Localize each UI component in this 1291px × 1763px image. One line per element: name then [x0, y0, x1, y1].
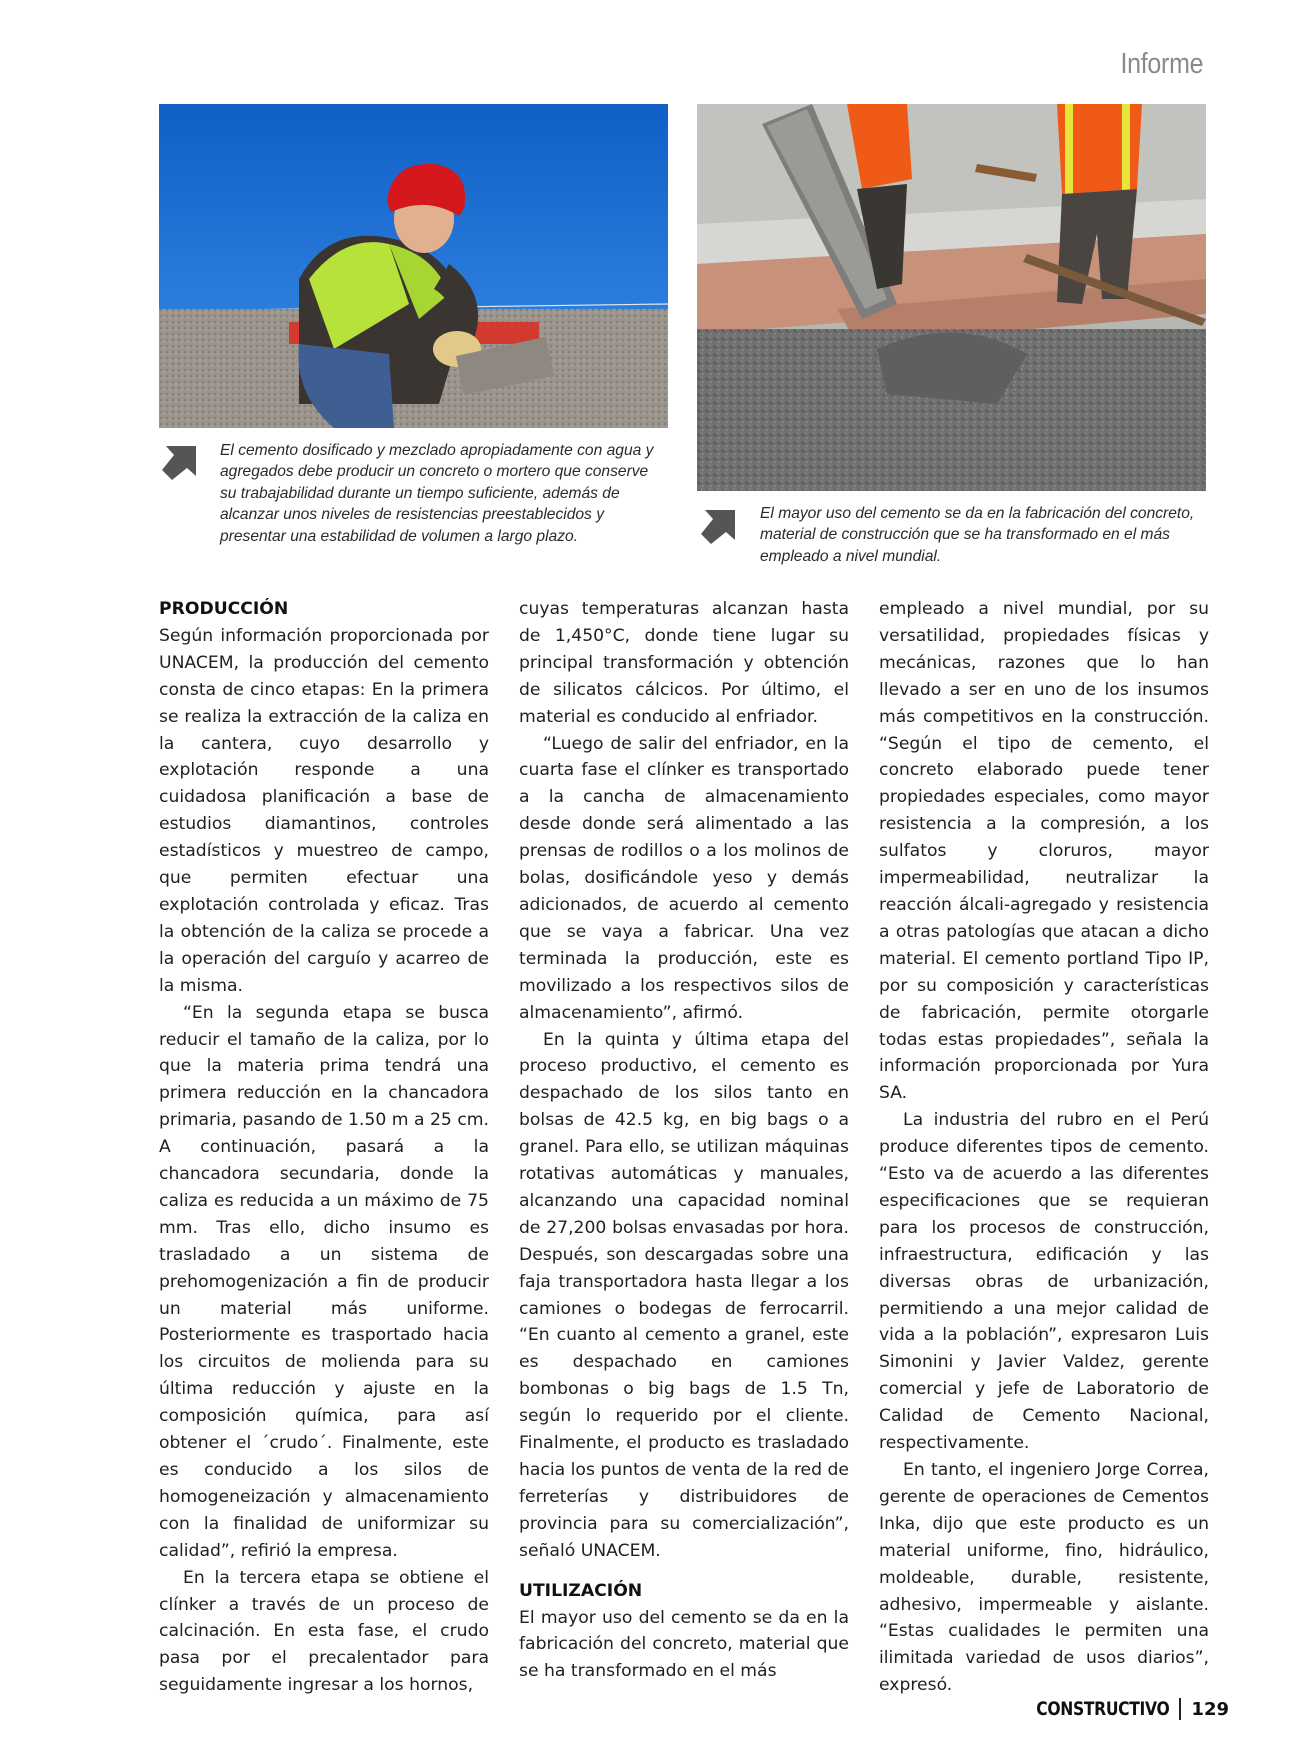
paragraph: El mayor uso del cemento se da en la fabricación del concreto, material que se ha transformado en el más	[519, 1607, 849, 1682]
page-footer	[1007, 1698, 1229, 1720]
paragraph: Según información proporcionada por UNACEM, la producción del cemento consta de cinco etapas: En la primera se realiza la extracción de la caliza en la cantera, cuyo desarrollo y explotación responde a una cuidadosa planificación a base de estudios diamantinos, controles estadísticos y muestreo de campo, que permiten efectuar una explotación controlada y eficaz. Tras la obtención de la caliza se procede a la operación del carguío y acarreo de la misma.	[159, 625, 489, 996]
article-column-1	[159, 596, 489, 1699]
paragraph: La industria del rubro en el Perú produce diferentes tipos de cemento. “Esto va de acuerdo a las diferentes especificaciones que se requieran para los procesos de construcción, infraestructura, edificación y las diversas obras de urbanización, permitiendo a una mejor calidad de vida a la población”, expresaron Luis Simonini y Javier Valdez, gerente comercial y jefe de Laboratorio de Calidad de Cemento Nacional, respectivamente.	[879, 1110, 1209, 1454]
footer-divider	[1179, 1698, 1181, 1720]
magazine-brand: CONSTRUCTIVO	[1036, 1698, 1170, 1720]
concrete-pour-photo	[697, 104, 1206, 491]
bricklayer-photo	[159, 104, 668, 428]
paragraph: En la tercera etapa se obtiene el clínker a través de un proceso de calcinación. En esta fase, el crudo pasa por el precalentador para seguidamente ingresar a los hornos,	[159, 1567, 489, 1696]
article-column-3	[879, 596, 1209, 1699]
section-heading-utilizacion: UTILIZACIÓN	[519, 1580, 643, 1601]
page-number: 129	[1191, 1698, 1229, 1720]
paragraph: En la quinta y última etapa del proceso productivo, el cemento es despachado de los silos tanto en bolsas de 42.5 kg, en big bags o a granel. Para ello, se utilizan máquinas rotativas automáticas y manuales, alcanzando una capacidad nominal de 27,200 bolsas envasadas por hora. Después, son descargadas sobre una faja transportadora hasta llegar a los camiones o bodegas de ferrocarril. “En cuanto al cemento a granel, este es despachado en camiones bombonas o big bags de 1.5 Tn, según lo requerido por el cliente. Finalmente, el producto es trasladado hacia los puntos de venta de la red de ferreterías y distribuidores de provincia para su comercialización”, señaló UNACEM.	[519, 1029, 849, 1561]
paragraph: “Luego de salir del enfriador, en la cuarta fase el clínker es transportado a la cancha de almacenamiento desde donde será alimentado a las prensas de rodillos o a los molinos de bolas, dosificándole yeso y demás adicionados, de acuerdo al cemento que se vaya a fabricar. Una vez terminada la producción, este es movilizado a los respectivos silos de almacenamiento”, afirmó.	[519, 733, 849, 1023]
section-heading-produccion: PRODUCCIÓN	[159, 599, 289, 619]
paragraph: empleado a nivel mundial, por su versatilidad, propiedades físicas y mecánicas, razones que lo han llevado a ser en uno de los insumos más competitivos en la construcción. “Según el tipo de cemento, el concreto elaborado puede tener propiedades especiales, como mayor resistencia a la compresión, a los sulfatos y cloruros, mayor impermeabilidad, neutralizar la reacción álcali-agregado y resistencia a otras patologías que atacan a dicho material. El cemento portland Tipo IP, por su composición y características de fabricación, permite otorgarle todas estas propiedades”, señala la información proporcionada por Yura SA.	[879, 599, 1209, 1104]
article-column-2	[519, 596, 849, 1685]
arrow-icon	[160, 442, 200, 487]
photo-caption-left: El cemento dosificado y mezclado apropiadamente con agua y agregados debe producir un concreto o mortero que conserve su trabajabilidad durante un tiempo suficiente, además de alcanzar unos niveles de resistencias preestablecidos y presentar una estabilidad de volumen a largo plazo.	[220, 442, 654, 545]
photo-caption-right: El mayor uso del cemento se da en la fabricación del concreto, material de construcción que se ha transformado en el más empleado a nivel mundial.	[760, 505, 1195, 565]
paragraph: cuyas temperaturas alcanzan hasta de 1,450°C, donde tiene lugar su principal transformación y obtención de silicatos cálcicos. Por último, el material es conducido al enfriador.	[519, 599, 849, 727]
arrow-icon	[699, 506, 739, 551]
paragraph: En tanto, el ingeniero Jorge Correa, gerente de operaciones de Cementos Inka, dijo que este producto es un material uniforme, fino, hidráulico, moldeable, durable, resistente, adhesivo, impermeable y aislante. “Estas cualidades le permiten una ilimitada variedad de usos diarios”, expresó.	[879, 1460, 1209, 1696]
paragraph: “En la segunda etapa se busca reducir el tamaño de la caliza, por lo que la materia prima tendrá una primera reducción en la chancadora primaria, pasando de 1.50 m a 25 cm. A continuación, pasará a la chancadora secundaria, donde la caliza es reducida a un máximo de 75 mm. Tras ello, dicho insumo es trasladado a un sistema de prehomogenización a fin de producir un material más uniforme. Posteriormente es trasportado hacia los circuitos de molienda para su última reducción y ajuste en la composición química, para así obtener el ´crudo´. Finalmente, este es conducido a los silos de homogeneización y almacenamiento con la finalidad de uniformizar su calidad”, refirió la empresa.	[159, 1002, 489, 1561]
section-tag: Informe	[1120, 48, 1203, 80]
